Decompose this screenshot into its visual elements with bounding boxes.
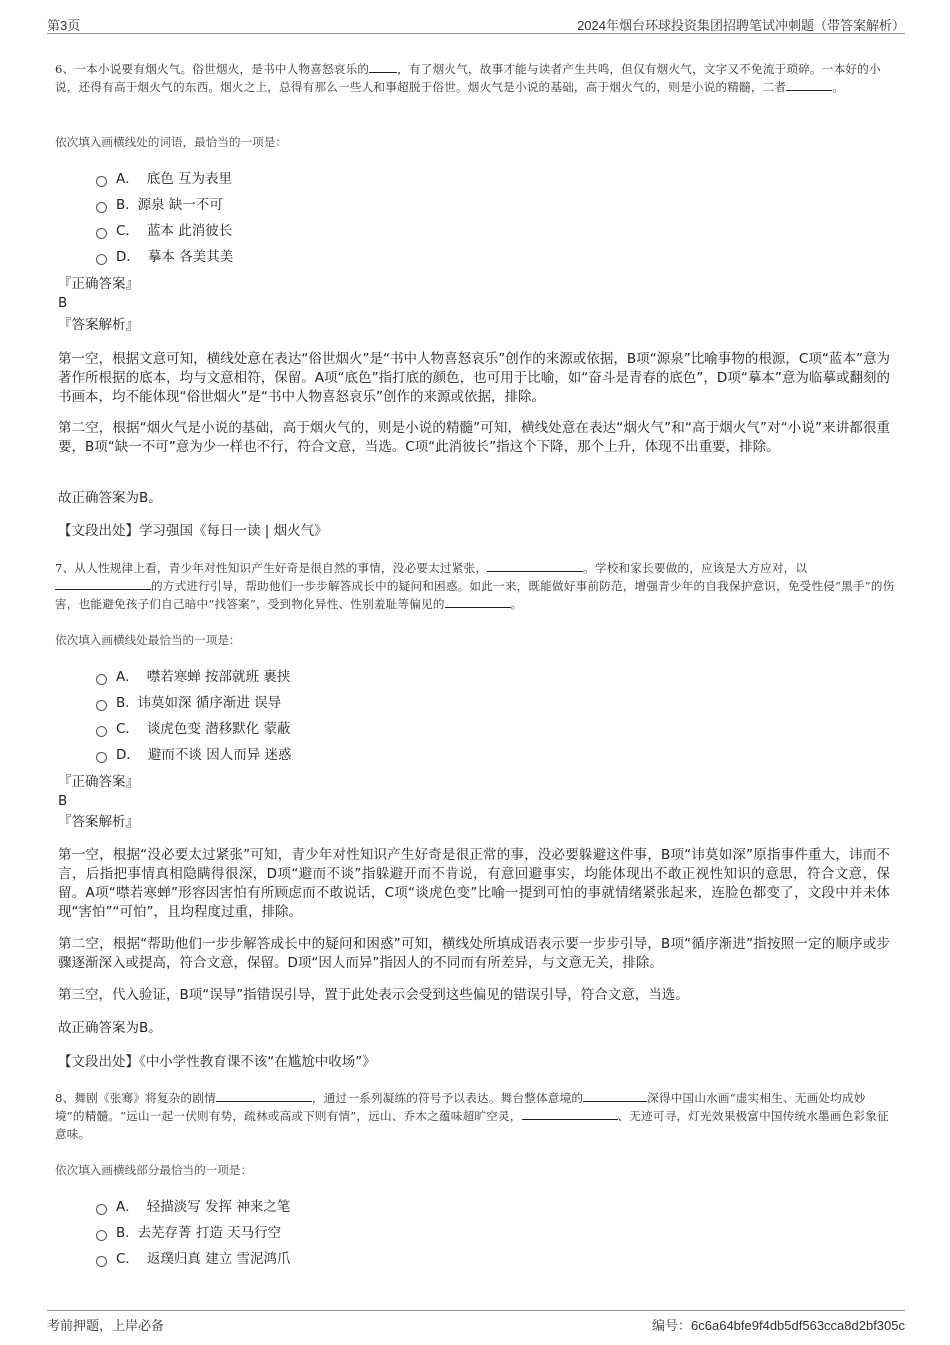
question-7-analysis-label: 『答案解析』 <box>58 814 139 830</box>
question-6-blank-2 <box>786 78 832 91</box>
question-6-analysis-3: 故正确答案为B。 <box>58 490 162 506</box>
question-6-answer: B <box>58 295 68 311</box>
radio-icon[interactable] <box>96 202 107 213</box>
question-8-text-1: 8、舞剧《张骞》将复杂的剧情 <box>55 1091 216 1105</box>
question-6-text-3: 。 <box>832 80 845 94</box>
radio-icon[interactable] <box>96 752 107 763</box>
question-6-option-a[interactable]: A． 底色 互为表里 <box>96 169 232 189</box>
document-title: 2024年烟台环球投资集团招聘笔试冲刺题（带答案解析） <box>577 18 905 33</box>
radio-icon[interactable] <box>96 726 107 737</box>
question-7-blank-3 <box>445 595 511 608</box>
question-8-stem <box>55 1089 895 1143</box>
question-7-text-1: 7、从人性规律上看，青少年对性知识产生好奇是很自然的事情，没必要太过紧张， <box>55 561 488 575</box>
question-7-answer: B <box>58 793 68 809</box>
question-6-stem <box>55 60 895 96</box>
question-7-text-2: 。学校和家长要做的，应该是大方应对，以 <box>583 561 808 575</box>
question-7-source: 【文段出处】《中小学性教育课不该“在尴尬中收场”》 <box>58 1054 376 1070</box>
question-6-analysis-1: 第一空，根据文意可知，横线处意在表达“俗世烟火”是“书中人物喜怒哀乐”创作的来源或依据，B项“源泉”比喻事物的根源，C项“蓝本”意为著作所根据的底本，均与文意相符，保留。A项“底色”指打底的颜色，也可用于比喻，如“奋斗是青春的底色”，D项“摹本”意为临摹或翻刻的书画本，均不能体现“俗世烟火”是“书中人物喜怒哀乐”创作的来源或依据，排除。 <box>58 351 890 405</box>
question-6-text-1: 6、一本小说要有烟火气。俗世烟火，是书中人物喜怒哀乐的 <box>55 62 370 76</box>
question-7-analysis-4: 故正确答案为B。 <box>58 1020 162 1036</box>
question-8-option-b[interactable]: B. 去芜存菁 打造 天马行空 <box>96 1223 281 1243</box>
question-7-analysis-2: 第二空，根据“帮助他们一步步解答成长中的疑问和困惑”可知，横线处所填成语表示要一步步引导，B项“循序渐进”指按照一定的顺序或步骤逐渐深入或提高，符合文意，保留。D项“因人而异”指因人的不同而有所差异，与文意无关，排除。 <box>58 936 890 971</box>
question-6-source: 【文段出处】学习强国《每日一读 | 烟火气》 <box>58 523 328 539</box>
question-7-answer-label: 『正确答案』 <box>58 774 139 790</box>
page-number: 第3页 <box>47 18 81 33</box>
question-6-blank-1 <box>369 60 397 73</box>
radio-icon[interactable] <box>96 700 107 711</box>
radio-icon[interactable] <box>96 228 107 239</box>
question-7-text-3: 的方式进行引导，帮助他们一步步解答成长中的疑问和困惑。如此一来，既能做好事前防范，增强青少年的自我保护意识，免受性侵“黑手”的伤害，也能避免孩子们自己暗中“找答案”，受到物化异性、性别羞耻等偏见的 <box>55 579 895 611</box>
question-8-blank-2 <box>583 1089 647 1102</box>
question-6-option-c[interactable]: C． 蓝本 此消彼长 <box>96 221 232 241</box>
question-8-option-a[interactable]: A． 轻描淡写 发挥 神来之笔 <box>96 1197 290 1217</box>
question-6-text-2: ，有了烟火气，故事才能与读者产生共鸣，但仅有烟火气，文字又不免流于琐碎。一本好的小说，还得有高于烟火气的东西。烟火之上，总得有那么一些人和事超脱于俗世。烟火气是小说的基础，高于烟火气的，则是小说的精髓，二者 <box>55 62 881 94</box>
page-footer <box>47 1310 905 1333</box>
question-6-option-b[interactable]: B. 源泉 缺一不可 <box>96 195 223 215</box>
question-6-analysis-2: 第二空，根据“烟火气是小说的基础，高于烟火气的，则是小说的精髓”可知，横线处意在表达“烟火气”和“高于烟火气”对“小说”来讲都很重要，B项“缺一不可”意为少一样也不行，符合文意，当选。C项“此消彼长”指这个下降，那个上升，体现不出重要，排除。 <box>58 420 890 455</box>
footer-slogan: 考前押题，上岸必备 <box>47 1318 165 1333</box>
question-6-answer-label: 『正确答案』 <box>58 276 139 292</box>
question-7-option-b[interactable]: B. 讳莫如深 循序渐进 误导 <box>96 693 281 713</box>
question-7-blank-2 <box>55 577 151 590</box>
radio-icon[interactable] <box>96 176 107 187</box>
question-8-text-3: 深得中国山水画“虚实相生、无画处均成妙境”的精髓。“远山一起一伏则有势，疏林或高或下则有情”，远山、乔木之蕴味超旷空灵， <box>55 1091 866 1123</box>
question-7-instruction: 依次填入画横线处最恰当的一项是： <box>55 633 241 647</box>
document-code: 编号：6c6a64bfe9f4db5df563cca8d2bf305c <box>652 1318 905 1333</box>
question-8-instruction: 依次填入画横线部分最恰当的一项是： <box>55 1163 253 1177</box>
question-7-blank-1 <box>487 559 583 572</box>
radio-icon[interactable] <box>96 1204 107 1215</box>
question-7-option-c[interactable]: C． 谈虎色变 潜移默化 蒙蔽 <box>96 719 291 739</box>
page-header <box>47 14 905 34</box>
question-8-blank-1 <box>216 1089 312 1102</box>
question-7-analysis-3: 第三空，代入验证，B项“误导”指错误引导，置于此处表示会受到这些偏见的错误引导，符合文意，当选。 <box>58 987 689 1003</box>
question-7-option-d[interactable]: D． 避而不谈 因人而异 迷惑 <box>96 745 292 765</box>
radio-icon[interactable] <box>96 1230 107 1241</box>
question-8-text-2: ，通过一系列凝练的符号予以表达。舞台整体意境的 <box>311 1091 584 1105</box>
question-6-option-d[interactable]: D． 摹本 各美其美 <box>96 247 233 267</box>
question-7-text-4: 。 <box>510 597 523 611</box>
radio-icon[interactable] <box>96 674 107 685</box>
radio-icon[interactable] <box>96 254 107 265</box>
question-7-stem <box>55 559 895 613</box>
question-8-text-4: 、无迹可寻，灯光效果极富中国传统水墨画色彩象征意味。 <box>55 1109 889 1141</box>
question-8-blank-3 <box>522 1107 618 1120</box>
question-6-analysis-label: 『答案解析』 <box>58 317 139 333</box>
question-6-instruction: 依次填入画横线处的词语，最恰当的一项是： <box>55 135 287 149</box>
question-7-option-a[interactable]: A． 噤若寒蝉 按部就班 裹挟 <box>96 667 290 687</box>
radio-icon[interactable] <box>96 1256 107 1267</box>
question-8-option-c[interactable]: C． 返璞归真 建立 雪泥鸿爪 <box>96 1249 291 1269</box>
question-7-analysis-1: 第一空，根据“没必要太过紧张”可知，青少年对性知识产生好奇是很正常的事，没必要躲避这件事，B项“讳莫如深”原指事件重大，讳而不言，后指把事情真相隐瞒得很深，D项“避而不谈”指躲避开而不肯说，有意回避事实，均能体现出不敢正视性知识的意思，符合文意，保留。A项“噤若寒蝉”形容因害怕有所顾虑而不敢说话，C项“谈虎色变”比喻一提到可怕的事就情绪紧张起来，连脸色都变了，文段中并未体现“害怕”“可怕”，且均程度过重，排除。 <box>58 847 890 920</box>
